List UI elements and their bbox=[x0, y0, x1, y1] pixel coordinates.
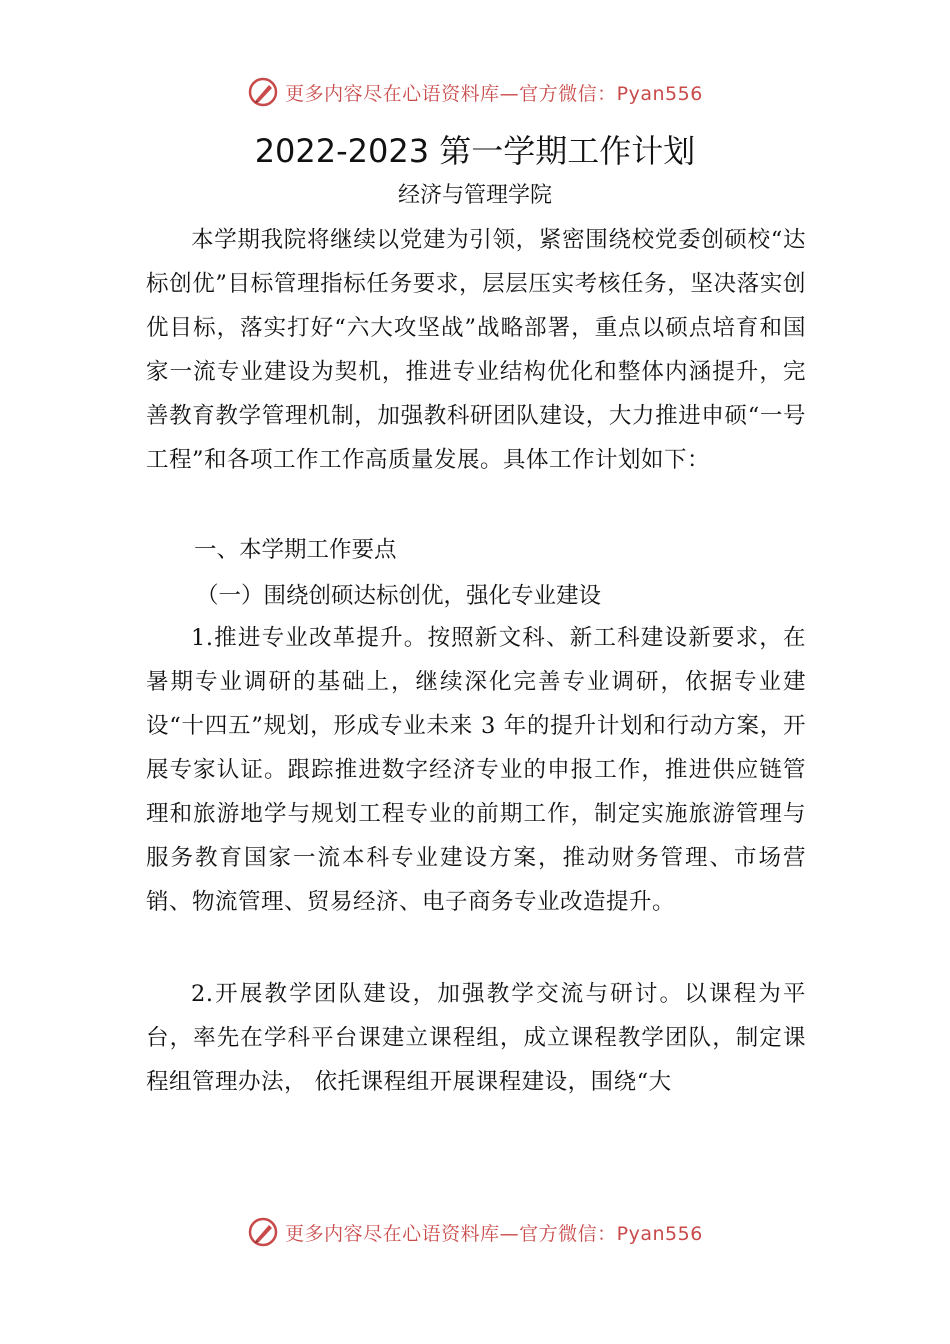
pen-emblem-icon bbox=[247, 1216, 279, 1248]
watermark-text: 更多内容尽在心语资料库—官方微信：Pyan556 bbox=[285, 82, 703, 105]
pen-emblem-icon bbox=[247, 76, 279, 108]
section-heading: 一、本学期工作要点 bbox=[194, 537, 397, 563]
watermark-banner-bottom bbox=[0, 1212, 950, 1252]
subsection-heading: （一）围绕创硕达标创优，强化专业建设 bbox=[196, 583, 602, 609]
page-title: 2022-2023 第一学期工作计划 bbox=[254, 132, 696, 170]
paragraph-item-1: 1.推进专业改革提升。按照新文科、新工科建设新要求，在暑期专业调研的基础上，继续深化完善专业调研，依据专业建设“十四五”规划，形成专业未来 3 年的提升计划和行动方案，开展专家认证。跟踪推进数字经济专业的申报工作，推进供应链管理和旅游地学与规划工程专业的前期工作，制定实施旅游管理与服务教育国家一流本科专业建设方案，推动财务管理、市场营销、物流管理、贸易经济、电子商务专业改造提升。 bbox=[146, 625, 806, 915]
page-subtitle: 经济与管理学院 bbox=[397, 183, 552, 208]
watermark-banner-top bbox=[0, 72, 950, 112]
watermark-text: 更多内容尽在心语资料库—官方微信：Pyan556 bbox=[285, 1222, 703, 1245]
paragraph-item-2: 2.开展教学团队建设，加强教学交流与研讨。以课程为平台，率先在学科平台课建立课程组，成立课程教学团队，制定课程组管理办法， 依托课程组开展课程建设，围绕“大 bbox=[146, 981, 806, 1095]
intro-paragraph: 本学期我院将继续以党建为引领，紧密围绕校党委创硕校“达标创优”目标管理指标任务要求，层层压实考核任务，坚决落实创优目标，落实打好“六大攻坚战”战略部署，重点以硕点培育和国家一流专业建设为契机，推进专业结构优化和整体内涵提升，完善教育教学管理机制，加强教科研团队建设，大力推进申硕“一号工程”和各项工作工作高质量发展。具体工作计划如下： bbox=[146, 227, 806, 473]
